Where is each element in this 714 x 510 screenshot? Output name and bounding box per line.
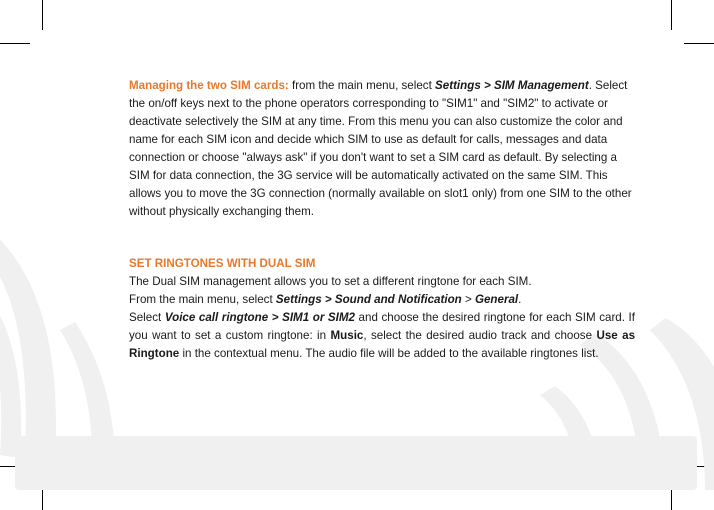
sim-management-body: Select the on/off keys next to the phone operators corresponding to "SIM1" and "SIM2" to activate or deactivate selectively the SIM at any time. From this menu you can also customize the color and name for each SIM icon and decide which SIM to use as default for calls, messages and data connection or choose "always ask" if you don't want to set a SIM card as default. By selecting a SIM for data connection, the 3G service will be automatically activated on the same SIM. This allows you to move the 3G connection (normally available on slot1 only) from one SIM to the other without physically exchanging them. bbox=[129, 79, 632, 218]
ringtones-paragraph: Select Voice call ringtone > SIM1 or SIM2 and choose the desired ringtone for each SIM card. If you want to set a custom ringtone: in Music, select the desired audio track and choose Use as Ringtone in the contextual menu. The audio file will be added to the available ringtones list. bbox=[129, 311, 636, 360]
sound-settings-path: Settings > Sound and Notification bbox=[275, 293, 462, 306]
sim-management-path: Settings > SIM Management bbox=[435, 79, 589, 92]
music-label: Music bbox=[330, 329, 364, 342]
use-as-ringtone-label: Use as Ringtone bbox=[129, 329, 636, 360]
ringtones-heading: SET RINGTONES WITH DUAL SIM bbox=[129, 257, 316, 270]
ringtones-line-1: The Dual SIM management allows you to set a different ringtone for each SIM. bbox=[129, 275, 532, 288]
sim-management-intro: from the main menu, select bbox=[288, 79, 436, 92]
ringtones-line-2: From the main menu, select Settings > Sound and Notification > General. bbox=[129, 293, 522, 306]
page-content bbox=[129, 77, 635, 363]
sim-management-title: Managing the two SIM cards: bbox=[129, 79, 289, 92]
sim-management-paragraph: Managing the two SIM cards: from the main menu, select Settings > SIM Management. Select the on/off keys next to the phone operators corresponding to "SIM1" and "SIM2" to activate or deactivate selectively the SIM at any time. From this menu you can also customize the color and name for each SIM icon and decide which SIM to use as default for calls, messages and data connection or choose "always ask" if you don't want to set a SIM card as default. By selecting a SIM for data connection, the 3G service will be automatically activated on the same SIM. This allows you to move the 3G connection (normally available on slot1 only) from one SIM to the other without physically exchanging them. bbox=[129, 79, 632, 218]
general-path: General bbox=[474, 293, 519, 306]
ringtone-path: Voice call ringtone > SIM1 or SIM2 bbox=[164, 311, 355, 324]
